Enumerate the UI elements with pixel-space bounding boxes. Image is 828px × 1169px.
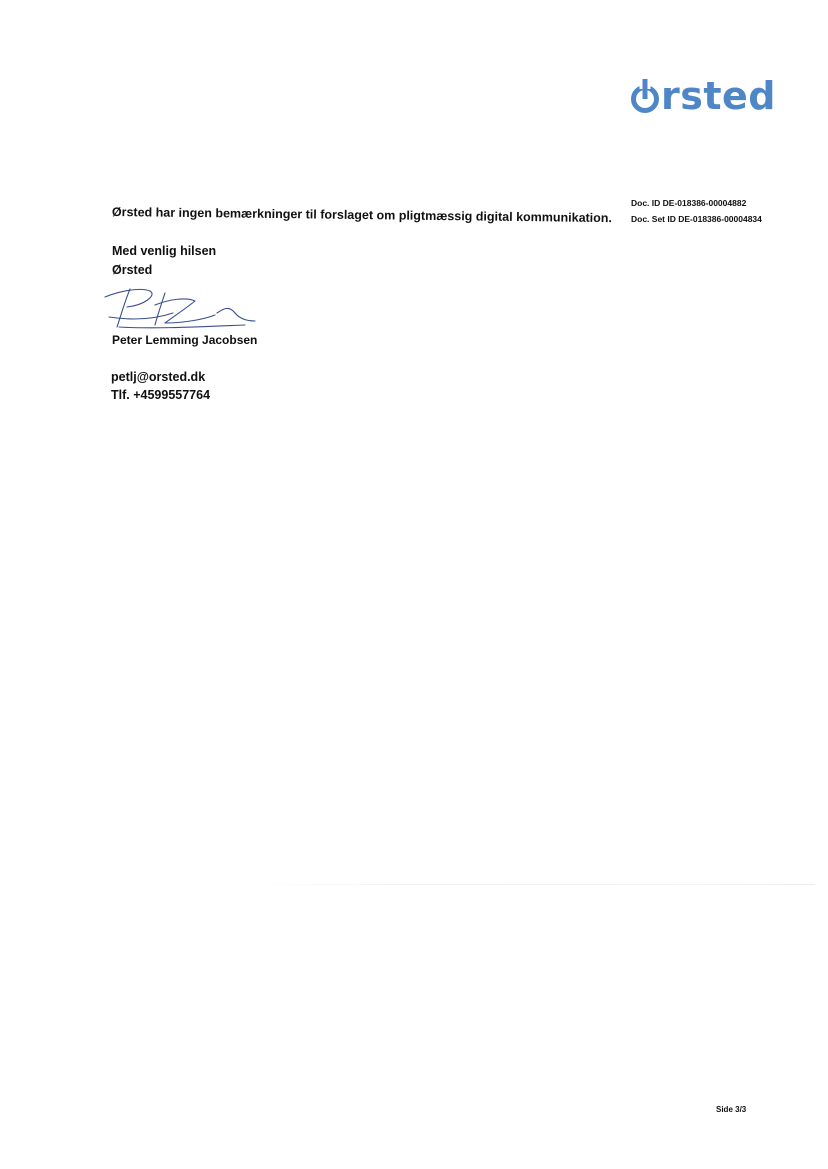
signature-image	[95, 283, 265, 333]
statement-text: Ørsted har ingen bemærkninger til forslaget om pligtmæssig digital kommunikation.	[111, 205, 613, 226]
doc-id: Doc. ID DE-018386-00004882	[631, 198, 747, 208]
closing-text: Med venlig hilsen	[112, 244, 217, 258]
company-name: Ørsted	[112, 263, 153, 277]
contact-block	[111, 368, 210, 404]
power-o-icon	[630, 77, 660, 115]
closing-block	[112, 242, 216, 280]
document-ids	[631, 195, 762, 227]
scan-artifact-line	[250, 884, 815, 885]
signer-name: Peter Lemming Jacobsen	[112, 333, 258, 347]
orsted-logo	[630, 74, 776, 118]
doc-set-id: Doc. Set ID DE-018386-00004834	[631, 214, 762, 224]
logo-text: rsted	[661, 74, 776, 118]
signer-email: petlj@orsted.dk	[111, 370, 206, 384]
page-number: Side 3/3	[716, 1105, 747, 1114]
signer-phone: Tlf. +4599557764	[111, 388, 211, 402]
